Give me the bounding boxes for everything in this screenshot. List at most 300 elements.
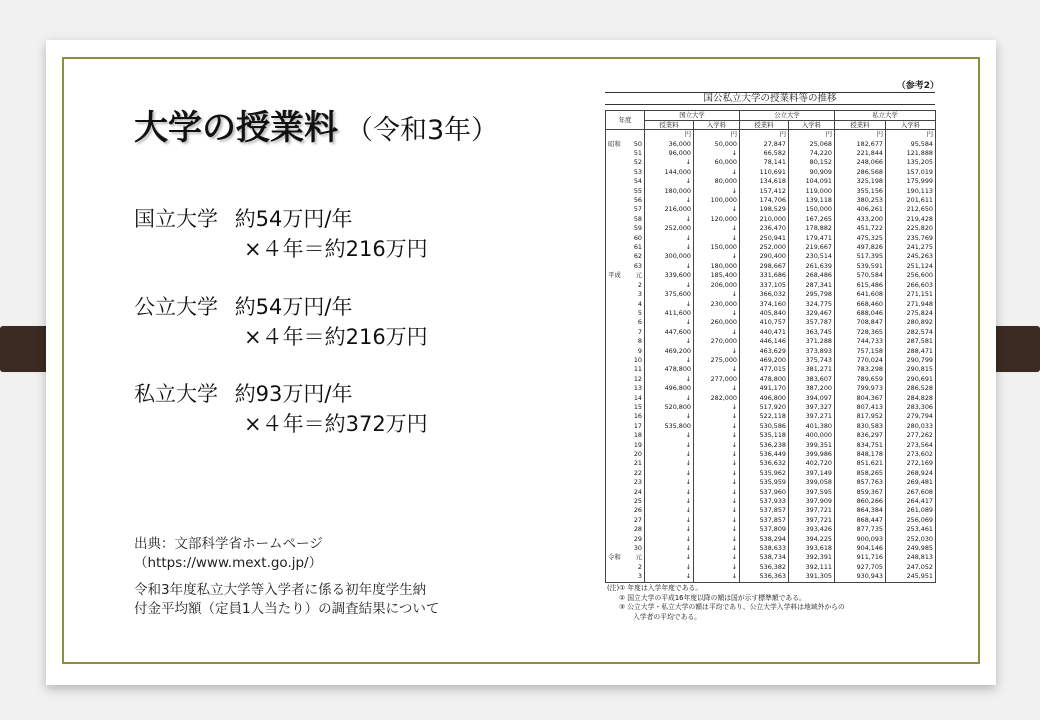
table-body	[606, 130, 936, 583]
table-row	[606, 375, 936, 384]
era-cell	[606, 356, 628, 365]
value-cell: ↓	[694, 187, 740, 196]
title-sub: （令和3年）	[346, 115, 499, 146]
value-cell: 530,586	[740, 422, 789, 431]
table-row	[606, 478, 936, 487]
year-cell: 4	[628, 300, 645, 309]
value-cell: 789,659	[835, 375, 886, 384]
value-cell: ↓	[694, 365, 740, 374]
value-cell: 859,367	[835, 488, 886, 497]
value-cell: ↓	[645, 441, 694, 450]
value-cell: ↓	[694, 384, 740, 393]
value-cell: 392,391	[789, 553, 835, 562]
value-cell: 272,169	[886, 459, 936, 468]
value-cell: 66,582	[740, 149, 789, 158]
table-row	[606, 318, 936, 327]
value-cell: 36,000	[645, 140, 694, 149]
table-row	[606, 337, 936, 346]
unit-cell: 円	[886, 130, 936, 140]
value-cell: 175,999	[886, 177, 936, 186]
value-cell: 911,716	[835, 553, 886, 562]
value-cell: 261,639	[789, 262, 835, 271]
value-cell: ↓	[645, 553, 694, 562]
value-cell: ↓	[694, 572, 740, 582]
value-cell: ↓	[694, 149, 740, 158]
table-row	[606, 158, 936, 167]
era-cell	[606, 431, 628, 440]
value-cell: 286,568	[835, 168, 886, 177]
value-cell: 245,951	[886, 572, 936, 582]
year-cell: 51	[628, 149, 645, 158]
value-cell: 270,000	[694, 337, 740, 346]
value-cell: 478,800	[740, 375, 789, 384]
era-cell	[606, 205, 628, 214]
unit-cell: 円	[740, 130, 789, 140]
value-cell: ↓	[645, 318, 694, 327]
table-row	[606, 422, 936, 431]
value-cell: 60,000	[694, 158, 740, 167]
value-cell: 248,066	[835, 158, 886, 167]
value-cell: 496,800	[645, 384, 694, 393]
value-cell: 536,238	[740, 441, 789, 450]
era-cell	[606, 412, 628, 421]
table-row	[606, 525, 936, 534]
value-cell: ↓	[694, 347, 740, 356]
value-cell: 397,149	[789, 469, 835, 478]
value-cell: 397,721	[789, 516, 835, 525]
value-cell: 277,000	[694, 375, 740, 384]
year-cell: 3	[628, 290, 645, 299]
value-cell: 110,691	[740, 168, 789, 177]
year-cell: 5	[628, 309, 645, 318]
era-cell	[606, 347, 628, 356]
value-cell: 256,600	[886, 271, 936, 280]
table-row	[606, 572, 936, 582]
table-row	[606, 365, 936, 374]
value-cell: 139,118	[789, 196, 835, 205]
national-line	[134, 203, 352, 233]
value-cell: 535,800	[645, 422, 694, 431]
value-cell: 120,000	[694, 215, 740, 224]
value-cell: 807,413	[835, 403, 886, 412]
value-cell: ↓	[694, 488, 740, 497]
unit-cell: 円	[835, 130, 886, 140]
value-cell: 80,152	[789, 158, 835, 167]
private-label: 私立大学	[134, 382, 218, 406]
value-cell: 433,200	[835, 215, 886, 224]
value-cell: ↓	[645, 196, 694, 205]
year-cell: 6	[628, 318, 645, 327]
value-cell: ↓	[694, 422, 740, 431]
era-cell	[606, 459, 628, 468]
unit-cell: 円	[789, 130, 835, 140]
value-cell: 374,160	[740, 300, 789, 309]
value-cell: 167,265	[789, 215, 835, 224]
year-cell: 21	[628, 459, 645, 468]
value-cell: 179,471	[789, 234, 835, 243]
value-cell: ↓	[645, 525, 694, 534]
era-cell	[606, 525, 628, 534]
table-row	[606, 149, 936, 158]
value-cell: ↓	[645, 497, 694, 506]
value-cell: 371,288	[789, 337, 835, 346]
national-per-year: 約54万円/年	[234, 207, 353, 231]
value-cell: 275,000	[694, 356, 740, 365]
value-cell: 799,973	[835, 384, 886, 393]
value-cell: ↓	[645, 516, 694, 525]
value-cell: 182,677	[835, 140, 886, 149]
era-cell	[606, 469, 628, 478]
value-cell: ↓	[645, 478, 694, 487]
value-cell: 535,118	[740, 431, 789, 440]
era-cell	[606, 516, 628, 525]
value-cell: 397,721	[789, 506, 835, 515]
value-cell: 744,733	[835, 337, 886, 346]
value-cell: 834,751	[835, 441, 886, 450]
value-cell: ↓	[645, 488, 694, 497]
year-cell: 15	[628, 403, 645, 412]
value-cell: ↓	[645, 563, 694, 572]
year-cell: 17	[628, 422, 645, 431]
value-cell: 900,093	[835, 535, 886, 544]
note-line: ③ 公立大学・私立大学の額は平均であり、公立大学入学料は地域外からの	[619, 603, 845, 612]
value-cell: 475,325	[835, 234, 886, 243]
era-cell	[606, 403, 628, 412]
era-cell	[606, 300, 628, 309]
value-cell: 150,000	[694, 243, 740, 252]
value-cell: 804,367	[835, 394, 886, 403]
year-cell: 19	[628, 441, 645, 450]
year-cell: 57	[628, 205, 645, 214]
value-cell: 397,595	[789, 488, 835, 497]
value-cell: 290,691	[886, 375, 936, 384]
value-cell: 185,400	[694, 271, 740, 280]
public-four-years: ×４年＝約216万円	[244, 325, 428, 349]
table-row	[606, 459, 936, 468]
value-cell: 688,046	[835, 309, 886, 318]
value-cell: 536,363	[740, 572, 789, 582]
value-cell: 287,341	[789, 281, 835, 290]
value-cell: 260,000	[694, 318, 740, 327]
report-title-line-2: 付金平均額（定員1人当たり）の調査結果について	[134, 601, 440, 617]
era-cell	[606, 187, 628, 196]
national-label: 国立大学	[134, 207, 218, 231]
value-cell: ↓	[645, 459, 694, 468]
table-row	[606, 224, 936, 233]
value-cell: 381,271	[789, 365, 835, 374]
table-row	[606, 252, 936, 261]
era-cell	[606, 149, 628, 158]
value-cell: 221,844	[835, 149, 886, 158]
era-cell	[606, 328, 628, 337]
source-line-1: 出典：文部科学省ホームページ	[134, 536, 323, 552]
value-cell: 50,000	[694, 140, 740, 149]
value-cell: ↓	[645, 243, 694, 252]
value-cell: ↓	[645, 281, 694, 290]
value-cell: 401,380	[789, 422, 835, 431]
value-cell: 25,068	[789, 140, 835, 149]
value-cell: 817,952	[835, 412, 886, 421]
value-cell: 236,470	[740, 224, 789, 233]
value-cell: ↓	[694, 328, 740, 337]
era-cell	[606, 177, 628, 186]
value-cell: 216,000	[645, 205, 694, 214]
year-cell: 61	[628, 243, 645, 252]
year-cell: 24	[628, 488, 645, 497]
value-cell: 135,205	[886, 158, 936, 167]
value-cell: ↓	[645, 572, 694, 582]
value-cell: 355,156	[835, 187, 886, 196]
value-cell: ↓	[645, 356, 694, 365]
era-cell	[606, 394, 628, 403]
value-cell: ↓	[645, 215, 694, 224]
value-cell: 267,608	[886, 488, 936, 497]
value-cell: 339,600	[645, 271, 694, 280]
value-cell: 394,097	[789, 394, 835, 403]
value-cell: 256,069	[886, 516, 936, 525]
value-cell: 282,000	[694, 394, 740, 403]
value-cell: 864,384	[835, 506, 886, 515]
table-row	[606, 394, 936, 403]
value-cell: 264,417	[886, 497, 936, 506]
value-cell: ↓	[694, 403, 740, 412]
year-cell: 63	[628, 262, 645, 271]
year-cell: 11	[628, 365, 645, 374]
value-cell: 399,986	[789, 450, 835, 459]
value-cell: 253,461	[886, 525, 936, 534]
value-cell: 375,600	[645, 290, 694, 299]
value-cell: ↓	[694, 469, 740, 478]
value-cell: 399,058	[789, 478, 835, 487]
value-cell: 497,826	[835, 243, 886, 252]
year-cell: 59	[628, 224, 645, 233]
era-cell	[606, 422, 628, 431]
value-cell: 410,757	[740, 318, 789, 327]
source-url: （https://www.mext.go.jp/）	[134, 555, 323, 571]
value-cell: 537,857	[740, 516, 789, 525]
value-cell: 298,667	[740, 262, 789, 271]
value-cell: 78,141	[740, 158, 789, 167]
value-cell: ↓	[694, 506, 740, 515]
note-line: 入学者の平均である。	[633, 612, 701, 621]
year-cell: 50	[628, 140, 645, 149]
value-cell: 375,743	[789, 356, 835, 365]
era-cell	[606, 281, 628, 290]
value-cell: 477,015	[740, 365, 789, 374]
era-cell	[606, 497, 628, 506]
public-line	[134, 291, 352, 321]
value-cell: 190,113	[886, 187, 936, 196]
value-cell: ↓	[694, 168, 740, 177]
value-cell: 279,794	[886, 412, 936, 421]
era-cell	[606, 478, 628, 487]
value-cell: 904,146	[835, 544, 886, 553]
value-cell: 157,412	[740, 187, 789, 196]
year-cell: 26	[628, 506, 645, 515]
value-cell: 535,962	[740, 469, 789, 478]
year-cell: 7	[628, 328, 645, 337]
national-four-years: ×４年＝約216万円	[244, 237, 428, 261]
table-row	[606, 506, 936, 515]
value-cell: 478,800	[645, 365, 694, 374]
note-line: (注)① 年度は入学年度である。	[607, 584, 703, 592]
value-cell: 121,888	[886, 149, 936, 158]
value-cell: 383,607	[789, 375, 835, 384]
value-cell: ↓	[645, 544, 694, 553]
value-cell: 538,294	[740, 535, 789, 544]
table-row	[606, 243, 936, 252]
year-cell: 25	[628, 497, 645, 506]
value-cell: 405,840	[740, 309, 789, 318]
note-line: ② 国立大学の平成16年度以降の額は国が示す標準額である。	[619, 593, 806, 602]
value-cell: 400,000	[789, 431, 835, 440]
value-cell: 247,052	[886, 563, 936, 572]
year-cell: 23	[628, 478, 645, 487]
value-cell: ↓	[645, 394, 694, 403]
value-cell: 392,111	[789, 563, 835, 572]
value-cell: 290,815	[886, 365, 936, 374]
table-row	[606, 535, 936, 544]
value-cell: 440,471	[740, 328, 789, 337]
value-cell: 269,481	[886, 478, 936, 487]
value-cell: 273,602	[886, 450, 936, 459]
value-cell: 329,467	[789, 309, 835, 318]
value-cell: 100,000	[694, 196, 740, 205]
value-cell: 397,271	[789, 412, 835, 421]
table-row	[606, 281, 936, 290]
value-cell: 380,253	[835, 196, 886, 205]
table-row	[606, 300, 936, 309]
table-row	[606, 262, 936, 271]
value-cell: 290,799	[886, 356, 936, 365]
era-cell	[606, 309, 628, 318]
value-cell: 144,000	[645, 168, 694, 177]
era-cell	[606, 384, 628, 393]
value-cell: 496,800	[740, 394, 789, 403]
value-cell: 522,118	[740, 412, 789, 421]
value-cell: 96,000	[645, 149, 694, 158]
value-cell: ↓	[645, 300, 694, 309]
value-cell: 219,428	[886, 215, 936, 224]
value-cell: 770,024	[835, 356, 886, 365]
value-cell: 295,798	[789, 290, 835, 299]
era-cell	[606, 262, 628, 271]
value-cell: 570,584	[835, 271, 886, 280]
value-cell: 245,263	[886, 252, 936, 261]
value-cell: 271,948	[886, 300, 936, 309]
value-cell: 273,564	[886, 441, 936, 450]
value-cell: 520,800	[645, 403, 694, 412]
value-cell: ↓	[645, 262, 694, 271]
year-cell: 13	[628, 384, 645, 393]
era-cell	[606, 252, 628, 261]
value-cell: 848,178	[835, 450, 886, 459]
table-row	[606, 290, 936, 299]
value-cell: ↓	[645, 506, 694, 515]
value-cell: ↓	[645, 412, 694, 421]
value-cell: 391,305	[789, 572, 835, 582]
value-cell: 178,882	[789, 224, 835, 233]
value-cell: ↓	[645, 158, 694, 167]
value-cell: 268,486	[789, 271, 835, 280]
year-cell: 28	[628, 525, 645, 534]
value-cell: 868,447	[835, 516, 886, 525]
table-row	[606, 309, 936, 318]
era-cell	[606, 318, 628, 327]
value-cell: ↓	[694, 544, 740, 553]
value-cell: 783,298	[835, 365, 886, 374]
value-cell: 212,650	[886, 205, 936, 214]
table-row	[606, 488, 936, 497]
value-cell: ↓	[694, 563, 740, 572]
value-cell: 860,266	[835, 497, 886, 506]
year-cell: 52	[628, 158, 645, 167]
era-cell	[606, 215, 628, 224]
value-cell: 225,820	[886, 224, 936, 233]
header-public: 公立大学	[740, 111, 835, 121]
value-cell: 857,763	[835, 478, 886, 487]
value-cell: 537,933	[740, 497, 789, 506]
era-cell	[606, 168, 628, 177]
unit-row	[606, 130, 936, 140]
table-row	[606, 215, 936, 224]
year-cell: 22	[628, 469, 645, 478]
value-cell: 836,297	[835, 431, 886, 440]
value-cell: 180,000	[645, 187, 694, 196]
unit-cell: 円	[645, 130, 694, 140]
value-cell: 90,909	[789, 168, 835, 177]
year-cell: 2	[628, 281, 645, 290]
year-cell: 3	[628, 572, 645, 582]
header-tuition: 授業料	[645, 120, 694, 130]
value-cell: 708,847	[835, 318, 886, 327]
era-cell	[606, 243, 628, 252]
value-cell: 537,857	[740, 506, 789, 515]
value-cell: ↓	[694, 252, 740, 261]
table-row	[606, 469, 936, 478]
slide-title	[134, 100, 498, 149]
value-cell: 150,000	[789, 205, 835, 214]
year-cell: 30	[628, 544, 645, 553]
tuition-table	[605, 110, 936, 583]
value-cell: ↓	[645, 431, 694, 440]
year-cell: 18	[628, 431, 645, 440]
table-row	[606, 140, 936, 149]
era-cell	[606, 563, 628, 572]
era-cell	[606, 572, 628, 582]
value-cell: ↓	[694, 525, 740, 534]
value-cell: 252,030	[886, 535, 936, 544]
year-cell: 9	[628, 347, 645, 356]
value-cell: ↓	[694, 535, 740, 544]
table-notes	[607, 584, 937, 622]
value-cell: 851,621	[835, 459, 886, 468]
value-cell: ↓	[694, 205, 740, 214]
value-cell: 241,275	[886, 243, 936, 252]
era-cell	[606, 535, 628, 544]
value-cell: 157,019	[886, 168, 936, 177]
table-row	[606, 516, 936, 525]
table-row	[606, 328, 936, 337]
public-per-year: 約54万円/年	[234, 295, 353, 319]
value-cell: 393,618	[789, 544, 835, 553]
value-cell: 387,200	[789, 384, 835, 393]
value-cell: ↓	[694, 412, 740, 421]
table-row	[606, 356, 936, 365]
value-cell: 537,960	[740, 488, 789, 497]
table-row	[606, 403, 936, 412]
private-per-year: 約93万円/年	[234, 382, 353, 406]
